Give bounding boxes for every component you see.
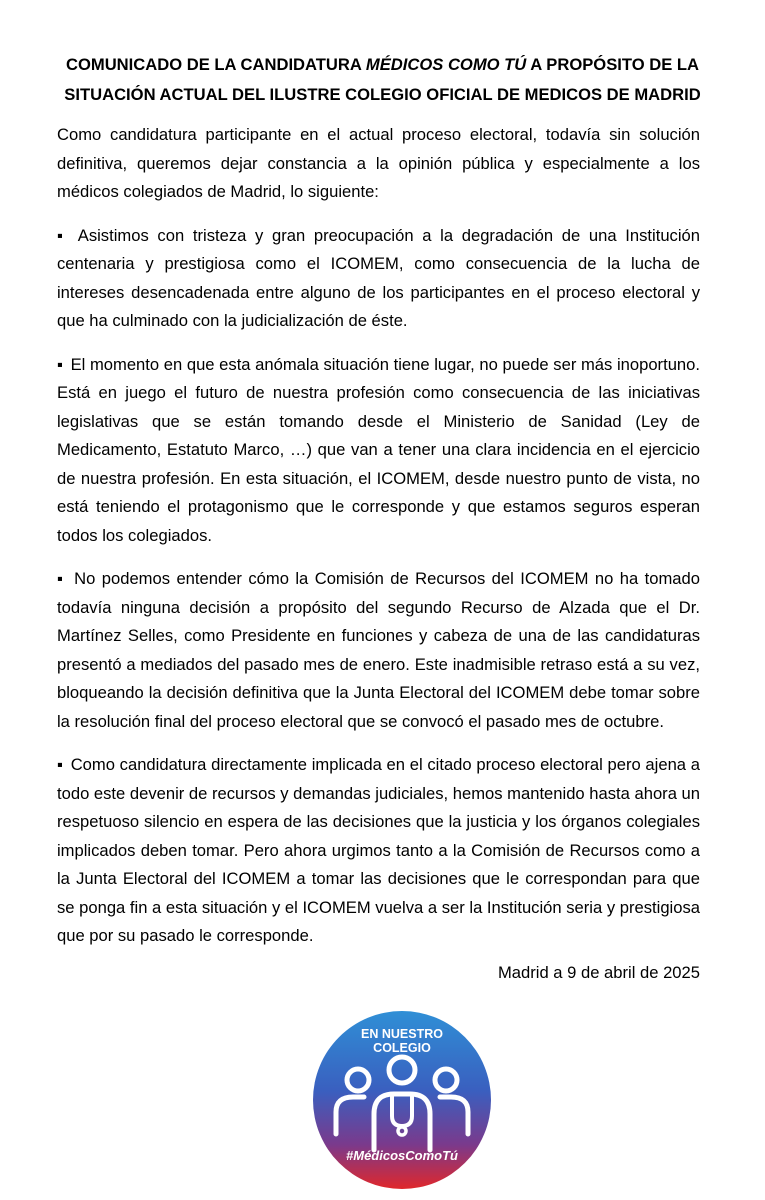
bullet-icon: ▪ bbox=[57, 225, 67, 245]
campaign-logo-graphic bbox=[312, 1010, 492, 1190]
title-line-2: SITUACIÓN ACTUAL DEL ILUSTRE COLEGIO OFICIAL DE MEDICOS DE MADRID bbox=[64, 85, 701, 104]
title-candidacy-name: MÉDICOS COMO TÚ bbox=[365, 55, 527, 74]
bullet-text-3: No podemos entender cómo la Comisión de Recursos del ICOMEM no ha tomado todavía ninguna decisión a propósito del segundo Recurso de Alzada que el Dr. Martínez Selles, como Presidente en funciones y cabeza de una de las candidaturas presentó a mediados del pasado mes de enero. Este inadmisible retraso está a su vez, bloqueando la decisión definitiva que la Junta Electoral del ICOMEM debe tomar sobre la resolución final del proceso electoral que se convocó el pasado mes de octubre. bbox=[57, 569, 700, 731]
bullet-text-2: El momento en que esta anómala situación tiene lugar, no puede ser más inoportuno. Está en juego el futuro de nuestra profesión como consecuencia de las iniciativas legislativas que se están tomando desde el Ministerio de Sanidad (Ley de Medicamento, Estatuto Marco, …) que van a tener una clara incidencia en el ejercicio de nuestra profesión. En esta situación, el ICOMEM, desde nuestro punto de vista, no está teniendo el protagonismo que le corresponde y que estamos seguros esperan todos los colegiados. bbox=[57, 354, 700, 545]
logo-hashtag: #MédicosComoTú bbox=[346, 1148, 458, 1163]
bullet-paragraph-4 bbox=[57, 751, 700, 951]
bullet-paragraph-3 bbox=[57, 565, 700, 736]
intro-text: Como candidatura participante en el actual proceso electoral, todavía sin solución definitiva, queremos dejar constancia a la opinión pública y especialmente a los médicos colegiados de Madrid, lo siguiente: bbox=[57, 125, 700, 201]
page-title bbox=[40, 50, 725, 110]
bullet-icon: ▪ bbox=[57, 569, 65, 588]
logo-text-line-2: COLEGIO bbox=[373, 1041, 431, 1055]
bullet-icon: ▪ bbox=[57, 354, 63, 374]
campaign-logo bbox=[312, 1010, 492, 1190]
document-date: Madrid a 9 de abril de 2025 bbox=[497, 963, 700, 982]
bullet-paragraph-1 bbox=[57, 222, 700, 336]
bullet-icon: ▪ bbox=[57, 755, 63, 774]
title-line-1 bbox=[40, 50, 725, 80]
bullet-text-1: Asistimos con tristeza y gran preocupación a la degradación de una Institución centenaria y prestigiosa como el ICOMEM, como consecuencia de la lucha de intereses desencadenada entre alguno de los participantes en el proceso electoral y que ha culminado con la judicialización de éste. bbox=[57, 225, 700, 330]
title-line-1-end: A PROPÓSITO DE LA bbox=[526, 55, 700, 74]
title-line-1-start: COMUNICADO DE LA CANDIDATURA bbox=[65, 55, 366, 74]
logo-text-line-1: EN NUESTRO bbox=[361, 1027, 443, 1041]
intro-paragraph bbox=[57, 121, 700, 207]
bullet-paragraph-2 bbox=[57, 351, 700, 551]
bullet-text-4: Como candidatura directamente implicada en el citado proceso electoral pero ajena a todo este devenir de recursos y demandas judiciales, hemos mantenido hasta ahora un respetuoso silencio en espera de las decisiones que la justicia y los órganos colegiales implicados deben tomar. Pero ahora urgimos tanto a la Comisión de Recursos como a la Junta Electoral del ICOMEM a tomar las decisiones que le correspondan para que se ponga fin a esta situación y el ICOMEM vuelva a ser la Institución seria y prestigiosa que por su pasado le corresponde. bbox=[57, 755, 700, 945]
document-body bbox=[57, 121, 700, 951]
